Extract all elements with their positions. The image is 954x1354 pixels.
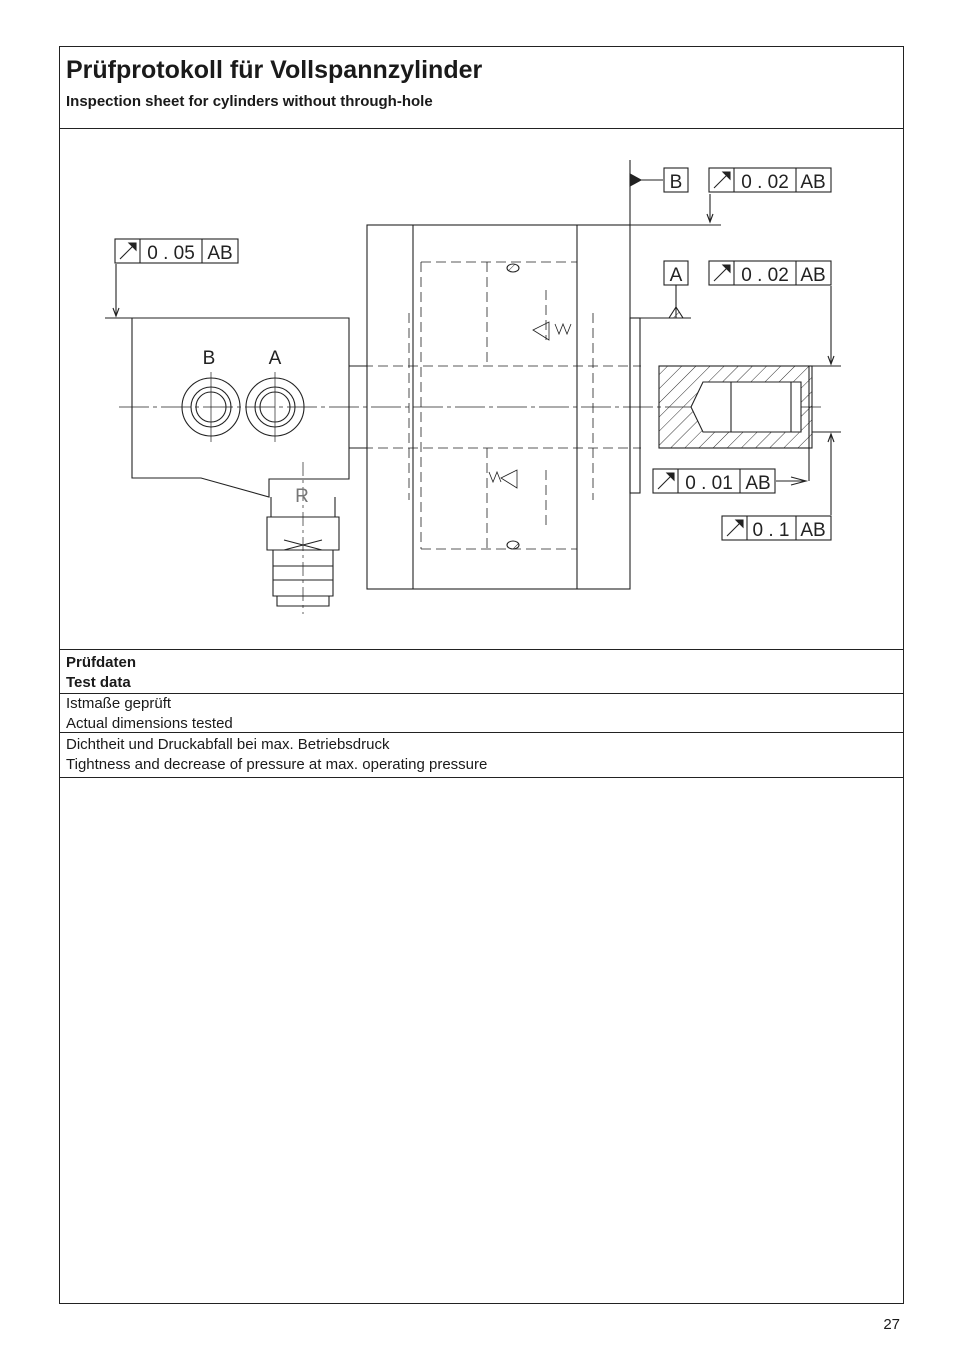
tolerance-datum-mid-right: AB [800, 265, 826, 286]
tightness-row [60, 733, 903, 778]
tolerance-datum-lower-mid: AB [745, 473, 771, 494]
notes-area [60, 778, 903, 1303]
page-number: 27 [883, 1316, 900, 1333]
tolerance-value-top-right: 0 . 02 [741, 172, 789, 193]
inspection-sheet [59, 46, 904, 1304]
tolerance-datum-top-right: AB [800, 172, 826, 193]
tolerance-datum-bottom-right: AB [800, 520, 826, 541]
header-section [60, 47, 903, 129]
tightness-text-en: Tightness and decrease of pressure at max. operating pressure [66, 755, 488, 773]
tolerance-value-mid-right: 0 . 02 [741, 265, 789, 286]
tightness-text-de: Dichtheit und Druckabfall bei max. Betriebsdruck [66, 736, 390, 753]
tolerance-value-lower-mid: 0 . 01 [685, 473, 733, 494]
dimensions-text [66, 694, 233, 733]
drawing-section [60, 129, 903, 650]
dimensions-text-de: Istmaße geprüft [66, 695, 172, 712]
page-title: Prüfprotokoll für Vollspannzylinder [66, 56, 483, 84]
tolerance-value-left: 0 . 05 [147, 243, 195, 264]
dimensions-row [60, 694, 903, 733]
test-data-heading-de: Prüfdaten [66, 654, 137, 671]
port-label-a: A [268, 348, 282, 369]
page-subtitle: Inspection sheet for cylinders without through-hole [66, 93, 433, 110]
datum-a-label: A [669, 265, 683, 286]
test-data-heading-en: Test data [66, 673, 131, 691]
port-label-b: B [202, 348, 216, 369]
dimensions-text-en: Actual dimensions tested [66, 714, 233, 732]
datum-b-label: B [669, 172, 683, 193]
port-label-r: R [295, 486, 309, 507]
test-data-heading [66, 653, 136, 692]
test-data-row [60, 650, 903, 694]
cylinder-technical-drawing [60, 129, 903, 649]
tightness-text [66, 735, 487, 774]
tolerance-datum-left: AB [207, 243, 233, 264]
tolerance-value-bottom-right: 0 . 1 [752, 520, 790, 541]
